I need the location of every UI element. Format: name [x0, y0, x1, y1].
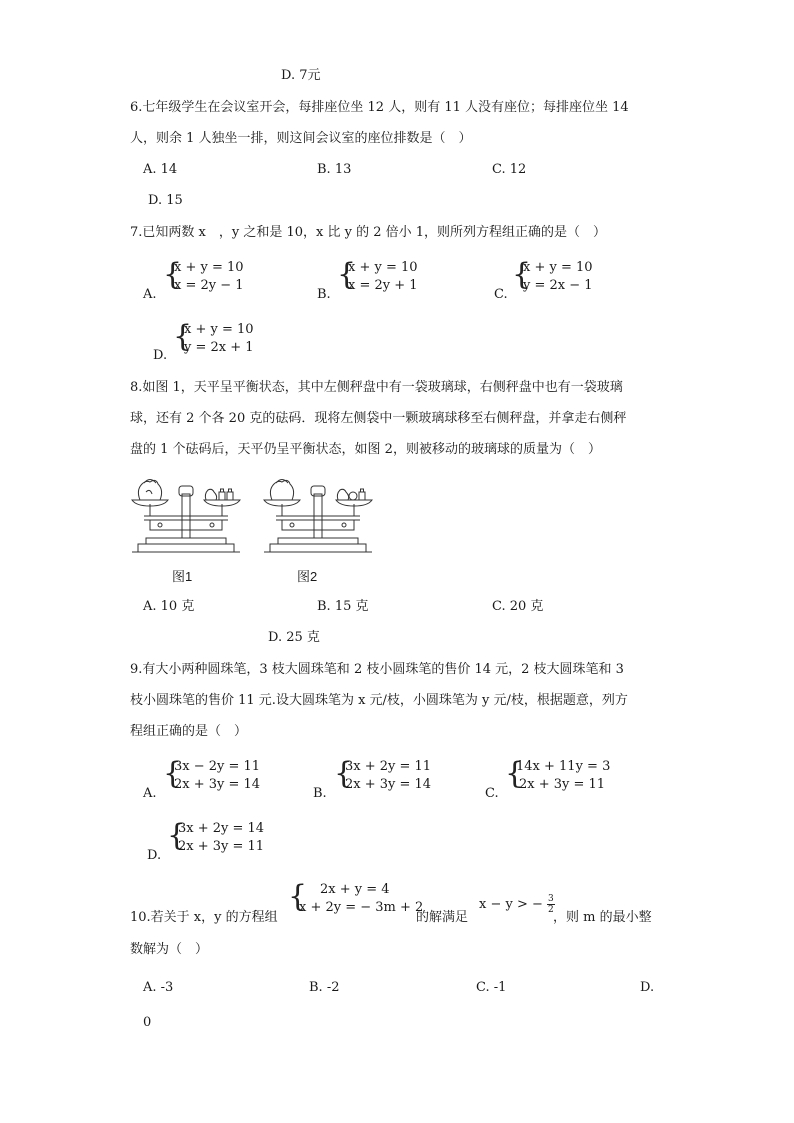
q9-stem-line1: 9.有大小两种圆珠笔，3 枝大圆珠笔和 2 枝小圆珠笔的售价 14 元，2 枝大圆珠笔和 3 — [130, 662, 624, 677]
q10-stem-prefix: 10.若关于 x，y 的方程组 — [130, 910, 278, 925]
q7-option-c-brace: { — [512, 257, 532, 292]
q5-option-d: D. 7元 — [281, 68, 321, 83]
q9-option-c-eq1: 14x + 11y = 3 — [516, 759, 611, 774]
q9-option-d-letter: D. — [147, 848, 162, 863]
q6-option-d: D. 15 — [148, 193, 183, 208]
q10-system-eq1: 2x + y = 4 — [320, 882, 390, 897]
q9-option-d-eq1: 3x + 2y = 14 — [178, 821, 265, 836]
q7-option-b-eq1: x + y = 10 — [348, 260, 418, 275]
q10-option-d: D. — [640, 980, 655, 995]
q7-option-c-eq1: x + y = 10 — [523, 260, 593, 275]
q6-stem-line1: 6.七年级学生在会议室开会，每排座位坐 12 人，则有 11 人没有座位；每排座位坐 14 — [130, 100, 629, 115]
q7-option-d-letter: D. — [153, 348, 168, 363]
balance-scale-figure-2 — [262, 470, 374, 554]
q7-option-c-eq2: y = 2x − 1 — [523, 278, 593, 293]
q10-option-d-value: 0 — [143, 1015, 152, 1030]
q7-stem: 7.已知两数 x ，y 之和是 10，x 比 y 的 2 倍小 1，则所列方程组正确的是（ ） — [130, 225, 607, 240]
q6-stem-line2: 人，则余 1 人独坐一排，则这间会议室的座位排数是（ ） — [130, 131, 472, 146]
balance-scale-figure-1 — [130, 470, 242, 554]
q7-option-b-eq2: x = 2y + 1 — [348, 278, 418, 293]
q10-stem-middle: 的解满足 — [416, 910, 469, 925]
q9-option-b-eq1: 3x + 2y = 11 — [345, 759, 432, 774]
q9-option-b-eq2: 2x + 3y = 14 — [345, 777, 432, 792]
q10-fraction-denominator: 2 — [548, 905, 554, 915]
q9-option-a-letter: A. — [143, 786, 157, 801]
q7-option-b-brace: { — [337, 257, 357, 292]
q7-option-a-letter: A. — [143, 287, 157, 302]
q9-option-c-eq2: 2x + 3y = 11 — [519, 777, 606, 792]
q7-option-c-letter: C. — [494, 287, 508, 302]
q9-option-b-brace: { — [334, 756, 354, 791]
q6-option-b: B. 13 — [317, 162, 352, 177]
q7-option-b-letter: B. — [317, 287, 331, 302]
figure-1-caption: 图1 — [172, 569, 193, 584]
q7-option-a-brace: { — [163, 257, 183, 292]
q9-stem-line3: 程组正确的是（ ） — [130, 724, 248, 739]
q10-inequality-left: x − y > − — [479, 897, 543, 912]
q9-option-d-eq2: 2x + 3y = 11 — [178, 839, 265, 854]
q9-stem-line2: 枝小圆珠笔的售价 11 元.设大圆珠笔为 x 元/枝，小圆珠笔为 y 元/枝，根据题意，列方 — [130, 693, 628, 708]
q9-option-c-brace: { — [505, 756, 525, 791]
figure-2-caption: 图2 — [297, 569, 318, 584]
q10-option-b: B. -2 — [309, 980, 340, 995]
q10-stem-line2: 数解为（ ） — [130, 942, 209, 957]
q10-fraction-numerator: 3 — [548, 894, 554, 904]
q9-option-d-brace: { — [167, 818, 187, 853]
q8-stem-line3: 盘的 1 个砝码后，天平仍呈平衡状态，如图 2，则被移动的玻璃球的质量为（ ） — [130, 442, 601, 457]
q9-option-a-brace: { — [163, 756, 183, 791]
q7-option-d-brace: { — [173, 319, 193, 354]
q10-system-brace: { — [288, 879, 308, 914]
q7-option-d-eq1: x + y = 10 — [184, 322, 254, 337]
q7-option-a-eq1: x + y = 10 — [174, 260, 244, 275]
q6-option-a: A. 14 — [143, 162, 178, 177]
q10-inequality — [479, 894, 555, 915]
q9-option-b-letter: B. — [313, 786, 327, 801]
q10-option-c: C. -1 — [476, 980, 507, 995]
q9-option-a-eq2: 2x + 3y = 14 — [174, 777, 261, 792]
q8-stem-line2: 球，还有 2 个各 20 克的砝码．现将左侧袋中一颗玻璃球移至右侧秤盘，并拿走右侧秤 — [130, 411, 627, 426]
q8-option-c: C. 20 克 — [492, 599, 544, 614]
q8-option-b: B. 15 克 — [317, 599, 369, 614]
q10-option-a: A. -3 — [143, 980, 174, 995]
q10-system-eq2: x + 2y = − 3m + 2 — [299, 900, 424, 915]
q9-option-a-eq1: 3x − 2y = 11 — [174, 759, 261, 774]
q6-option-c: C. 12 — [492, 162, 527, 177]
q8-option-a: A. 10 克 — [143, 599, 195, 614]
q8-stem-line1: 8.如图 1，天平呈平衡状态，其中左侧秤盘中有一袋玻璃球，右侧秤盘中也有一袋玻璃 — [130, 380, 623, 395]
q7-option-a-eq2: x = 2y − 1 — [174, 278, 244, 293]
q9-option-c-letter: C. — [485, 786, 499, 801]
q8-option-d: D. 25 克 — [268, 630, 320, 645]
q7-option-d-eq2: y = 2x + 1 — [184, 340, 254, 355]
q10-stem-suffix: ，则 m 的最小整 — [553, 910, 652, 925]
